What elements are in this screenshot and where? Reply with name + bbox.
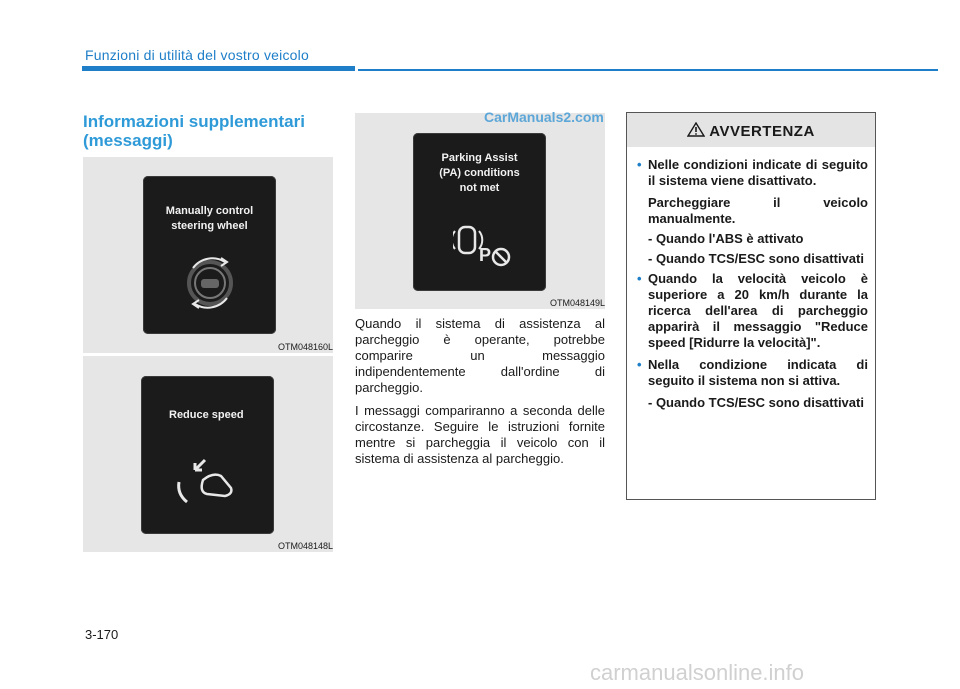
screen-1-text xyxy=(143,204,276,234)
foot-on-pedal-icon xyxy=(173,454,239,506)
warning-item-1-dash-1: - Quando l'ABS è attivato xyxy=(648,231,804,246)
warning-item-2 xyxy=(637,271,868,351)
bullet-icon: • xyxy=(637,157,642,172)
screen-3-line-3: not met xyxy=(459,182,500,194)
heading-line-2: (messaggi) xyxy=(83,131,173,150)
warning-item-3-dash-1: - Quando TCS/ESC sono disattivati xyxy=(648,395,864,410)
cluster-screen-3 xyxy=(413,133,546,291)
figure-1-caption: OTM048160L xyxy=(277,342,333,352)
header-rule-thick xyxy=(82,66,355,71)
screen-3-line-1: Parking Assist xyxy=(441,152,518,164)
screen-3-text xyxy=(413,151,546,196)
body-paragraph-2: I messaggi compariranno a seconda delle circostanze. Seguire le istruzioni fornite mentre si parcheggia il veicolo con il sistema di assistenza al parcheggio. xyxy=(355,403,605,466)
warning-title-text: AVVERTENZA xyxy=(709,123,815,140)
parking-assist-disabled-icon xyxy=(453,221,513,271)
header-rule-thin xyxy=(358,69,938,71)
body-paragraph-1: Quando il sistema di assistenza al parcheggio è operante, potrebbe comparire un messaggio indipendentemente dall'ordine di parcheggio. xyxy=(355,316,605,395)
warning-box xyxy=(626,112,876,500)
footer-watermark: carmanualsonline.info xyxy=(590,660,805,685)
warning-item-3 xyxy=(637,357,868,389)
warning-item-2-text: Quando la velocità veicolo è superiore a 20 km/h durante la ricerca dell'area di parcheggio apparirà il messaggio "Reduce speed [Ridurre la velocità]". xyxy=(648,271,868,350)
steering-wheel-icon xyxy=(181,254,239,312)
warning-item-1 xyxy=(637,157,868,189)
page-number: 3-170 xyxy=(85,627,119,642)
figure-3-panel xyxy=(355,113,605,309)
warning-title xyxy=(627,122,875,140)
cluster-screen-1 xyxy=(143,176,276,334)
warning-list xyxy=(637,157,868,415)
screen-1-line-2: steering wheel xyxy=(171,220,248,232)
warning-item-1-dash-2: - Quando TCS/ESC sono disattivati xyxy=(648,251,864,266)
figure-2-panel xyxy=(83,356,333,552)
heading-line-1: Informazioni supplementari xyxy=(83,112,305,131)
warning-item-1-sub: Parcheggiare il veicolo manualmente. xyxy=(648,195,868,226)
svg-text:P: P xyxy=(479,245,492,265)
figure-2-caption: OTM048148L xyxy=(277,541,333,551)
warning-header xyxy=(627,113,875,147)
screen-2-text xyxy=(169,408,274,423)
screen-1-line-1: Manually control xyxy=(165,205,254,217)
bullet-icon: • xyxy=(637,271,642,286)
section-title: Funzioni di utilità del vostro veicolo xyxy=(85,47,309,63)
warning-triangle-icon xyxy=(687,122,705,137)
warning-item-1-text: Nelle condizioni indicate di seguito il sistema viene disattivato. xyxy=(648,157,868,188)
page-heading xyxy=(83,112,333,150)
figure-3-caption: OTM048149L xyxy=(549,298,605,308)
bullet-icon: • xyxy=(637,357,642,372)
figure-1-panel xyxy=(83,157,333,353)
screen-3-line-2: (PA) conditions xyxy=(439,167,520,179)
watermark-text: CarManuals2.com xyxy=(484,109,604,125)
warning-item-3-text: Nella condizione indicata di seguito il sistema non si attiva. xyxy=(648,357,868,388)
screen-2-line-1: Reduce speed xyxy=(169,409,244,421)
cluster-screen-2 xyxy=(141,376,274,534)
